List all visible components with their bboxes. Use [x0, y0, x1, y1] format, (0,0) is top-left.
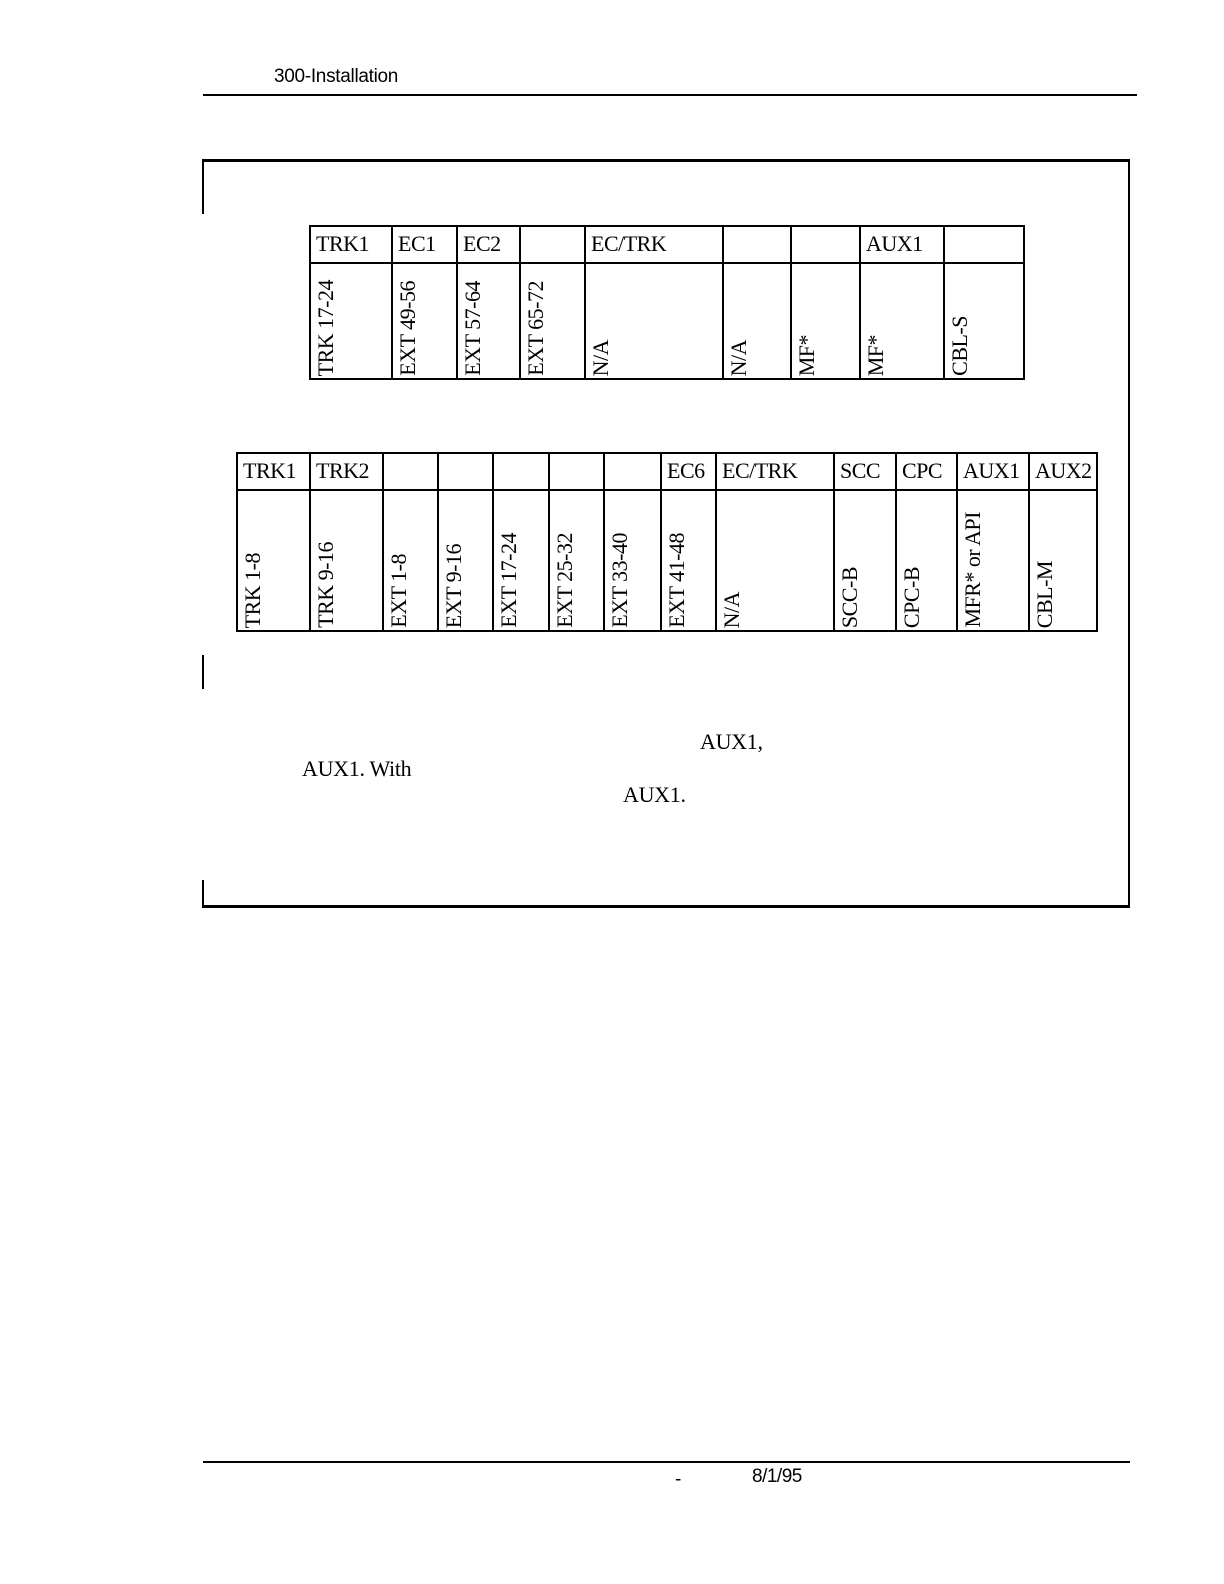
slot-label: EXT 41-48 — [664, 533, 689, 628]
note-text: AUX1, — [700, 729, 763, 754]
slot-7 — [790, 227, 859, 378]
slot-header — [792, 227, 859, 264]
slot-label: EXT 1-8 — [386, 554, 411, 628]
bottom-slot-table — [236, 452, 1098, 632]
footer-separator: - — [675, 1469, 682, 1490]
slot-header: AUX2 — [1030, 454, 1096, 491]
slot-label: MF* — [863, 334, 888, 376]
slot-header: AUX1 — [861, 227, 943, 264]
slot-label: MF* — [794, 334, 819, 376]
slot-9 — [943, 227, 1023, 378]
slot-header: EC2 — [458, 227, 519, 264]
slot-trk1 — [311, 227, 391, 378]
slot-label: TRK 17-24 — [313, 279, 338, 376]
slot-ec3 — [519, 227, 584, 378]
slot-label: TRK 9-16 — [313, 542, 338, 628]
slot-label: EXT 17-24 — [496, 533, 521, 628]
footer-rule — [203, 1461, 1130, 1463]
slot-label: N/A — [588, 339, 613, 376]
slot-header: TRK1 — [311, 227, 391, 264]
slot-trk1 — [238, 454, 309, 630]
slot-header: SCC — [835, 454, 895, 491]
slot-header — [724, 227, 790, 264]
figure-box-left-edge — [202, 655, 204, 689]
slot-label: N/A — [719, 591, 744, 628]
slot-cpc — [895, 454, 956, 630]
slot-label: EXT 25-32 — [552, 533, 577, 628]
slot-header — [550, 454, 603, 491]
slot-ec1 — [382, 454, 437, 630]
slot-trk2 — [309, 454, 382, 630]
slot-header — [494, 454, 548, 491]
note-text: AUX1. — [623, 782, 686, 807]
slot-aux1 — [956, 454, 1028, 630]
slot-header: EC/TRK — [717, 454, 833, 491]
slot-header: TRK2 — [311, 454, 382, 491]
slot-ec-trk — [715, 454, 833, 630]
slot-6 — [722, 227, 790, 378]
slot-label: EXT 49-56 — [395, 281, 420, 376]
slot-header — [605, 454, 660, 491]
slot-label: CPC-B — [899, 566, 924, 628]
slot-header: AUX1 — [958, 454, 1028, 491]
slot-header — [439, 454, 492, 491]
slot-ec2 — [437, 454, 492, 630]
slot-label: TRK 1-8 — [240, 552, 265, 628]
slot-ec2 — [456, 227, 519, 378]
slot-label: EXT 57-64 — [460, 281, 485, 376]
top-slot-table — [309, 225, 1025, 380]
slot-label: CBL-M — [1032, 560, 1057, 628]
slot-label: N/A — [726, 339, 751, 376]
slot-header — [521, 227, 584, 264]
slot-ec5 — [603, 454, 660, 630]
slot-label: EXT 9-16 — [441, 543, 466, 628]
slot-aux1 — [859, 227, 943, 378]
slot-scc — [833, 454, 895, 630]
slot-header: CPC — [897, 454, 956, 491]
slot-label: CBL-S — [947, 316, 972, 376]
slot-ec6 — [660, 454, 715, 630]
slot-header — [945, 227, 1023, 264]
slot-aux2 — [1028, 454, 1096, 630]
page-header-title: 300-Installation — [274, 66, 399, 87]
slot-label: EXT 65-72 — [523, 281, 548, 376]
footer-date: 8/1/95 — [752, 1466, 802, 1487]
slot-ec-trk — [584, 227, 722, 378]
slot-header: EC1 — [393, 227, 456, 264]
figure-box-left-edge — [202, 880, 204, 908]
slot-header — [384, 454, 437, 491]
slot-label: SCC-B — [837, 566, 862, 628]
note-text: AUX1. With — [302, 756, 412, 781]
slot-label: MFR* or API — [960, 512, 985, 628]
slot-header: EC/TRK — [586, 227, 722, 264]
slot-ec1 — [391, 227, 456, 378]
header-rule — [203, 94, 1137, 96]
slot-header: EC6 — [662, 454, 715, 491]
figure-box-left-edge — [202, 159, 204, 214]
slot-ec3 — [492, 454, 548, 630]
slot-header: TRK1 — [238, 454, 309, 491]
slot-label: EXT 33-40 — [607, 533, 632, 628]
slot-ec4 — [548, 454, 603, 630]
